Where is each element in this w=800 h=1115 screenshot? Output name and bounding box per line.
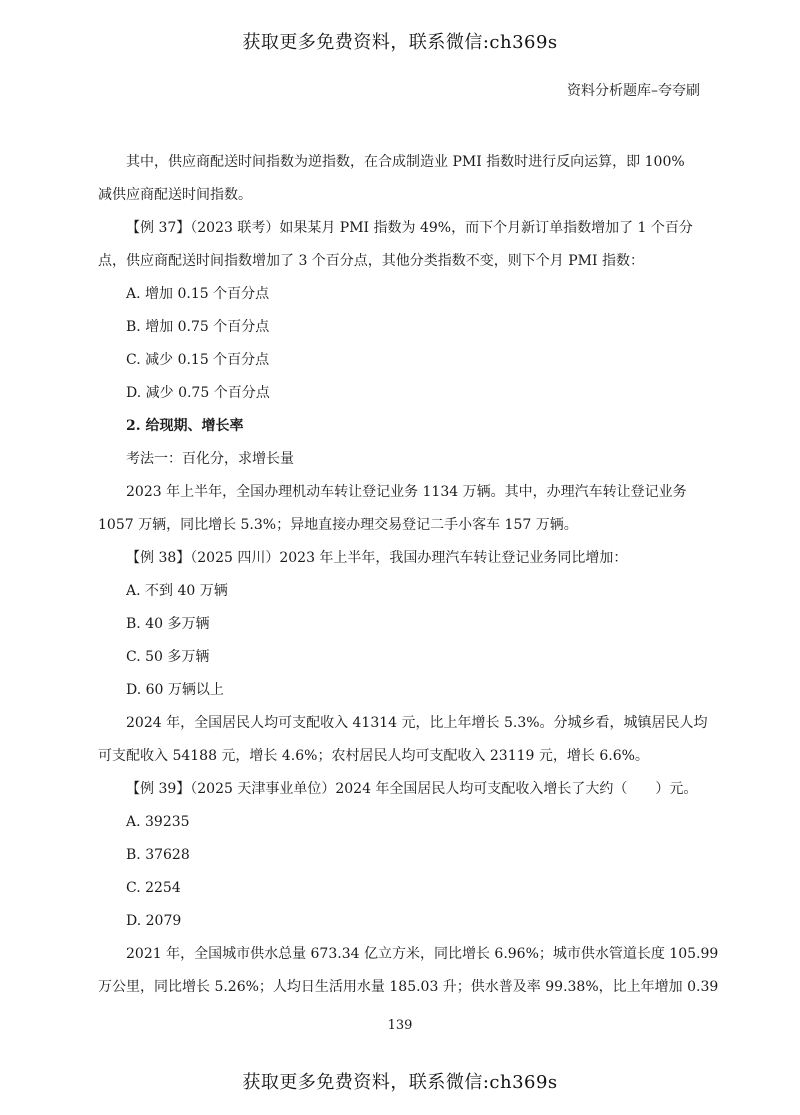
text-line: B. 40 多万辆 <box>126 616 210 632</box>
text-line: D. 60 万辆以上 <box>126 682 224 698</box>
text-line: 万公里，同比增长 5.26%；人均日生活用水量 185.03 升；供水普及率 99.38%，比上年增加 0.39 <box>98 979 719 995</box>
text-line: 1057 万辆，同比增长 5.3%；异地直接办理交易登记二手小客车 157 万辆。 <box>98 517 578 533</box>
promo-banner-top: 获取更多免费资料，联系微信:ch369s <box>242 32 558 53</box>
text-line: 2. 给现期、增长率 <box>126 418 244 434</box>
text-line: C. 50 多万辆 <box>126 649 210 665</box>
text-line: 考法一：百化分，求增长量 <box>126 451 294 467</box>
text-line: B. 增加 0.75 个百分点 <box>126 319 270 335</box>
text-line: 减供应商配送时间指数。 <box>98 187 252 203</box>
text-line: 【例 37】（2023 联考）如果某月 PMI 指数为 49%，而下个月新订单指数增加了 1 个百分 <box>126 220 693 236</box>
text-line: 2021 年，全国城市供水总量 673.34 亿立方米，同比增长 6.96%；城市供水管道长度 105.99 <box>126 946 719 962</box>
text-line: 点，供应商配送时间指数增加了 3 个百分点，其他分类指数不变，则下个月 PMI 指数： <box>98 253 644 269</box>
text-line: A. 增加 0.15 个百分点 <box>126 286 270 302</box>
text-line: D. 减少 0.75 个百分点 <box>126 385 270 401</box>
text-line: C. 2254 <box>126 880 181 896</box>
text-line: 2024 年，全国居民人均可支配收入 41314 元，比上年增长 5.3%。分城乡看，城镇居民人均 <box>126 715 708 731</box>
text-line: 可支配收入 54188 元，增长 4.6%；农村居民人均可支配收入 23119 元，增长 6.6%。 <box>98 748 649 764</box>
text-line: C. 减少 0.15 个百分点 <box>126 352 270 368</box>
promo-banner-bottom: 获取更多免费资料，联系微信:ch369s <box>242 1072 558 1093</box>
text-line: 其中，供应商配送时间指数为逆指数，在合成制造业 PMI 指数时进行反向运算，即 100% <box>126 154 685 170</box>
text-line: 2023 年上半年，全国办理机动车转让登记业务 1134 万辆。其中，办理汽车转让登记业务 <box>126 484 687 500</box>
page-number: 139 <box>387 1018 413 1033</box>
text-line: 【例 38】（2025 四川）2023 年上半年，我国办理汽车转让登记业务同比增加： <box>126 550 628 566</box>
page-body <box>98 146 719 1004</box>
running-header: 资料分析题库–夸夸刷 <box>567 83 700 99</box>
text-line: 【例 39】（2025 天津事业单位）2024 年全国居民人均可支配收入增长了大约（ ）元。 <box>126 781 698 797</box>
text-line: A. 不到 40 万辆 <box>126 583 228 599</box>
text-line: D. 2079 <box>126 913 182 929</box>
text-line: A. 39235 <box>126 814 190 830</box>
text-line: B. 37628 <box>126 847 190 863</box>
